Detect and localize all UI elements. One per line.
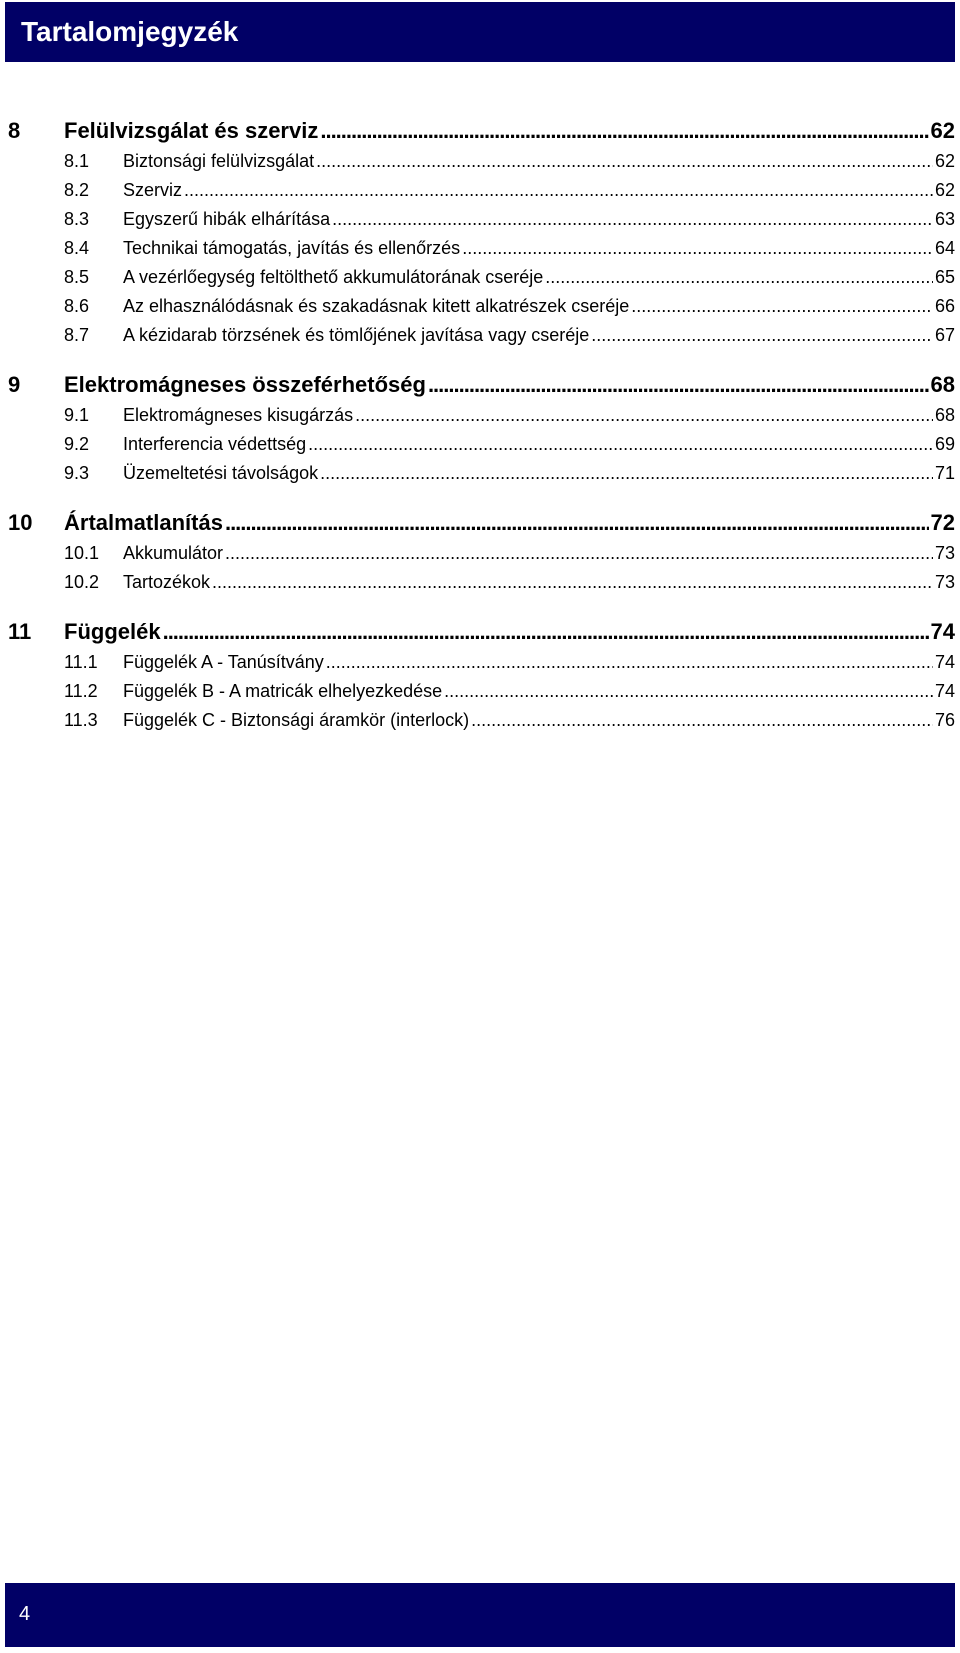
toc-section[interactable] <box>8 267 955 297</box>
page-title: Tartalomjegyzék <box>21 16 239 47</box>
toc-section[interactable] <box>8 180 955 210</box>
toc-number: 8.6 <box>64 296 90 316</box>
toc-number: 8.7 <box>64 325 90 345</box>
toc-title: Az elhasználódásnak és szakadásnak kitett alkatrészek cseréje <box>123 296 630 316</box>
toc-leader <box>225 510 929 536</box>
toc-page: 74 <box>934 652 955 672</box>
toc-page: 64 <box>934 238 955 258</box>
toc-number: 8.2 <box>64 180 90 200</box>
toc-page: 69 <box>934 434 955 454</box>
toc-section[interactable] <box>8 151 955 181</box>
toc-title: Biztonsági felülvizsgálat <box>123 151 315 171</box>
toc-title: Akkumulátor <box>123 543 224 563</box>
toc-section[interactable] <box>8 238 955 268</box>
toc-page: 74 <box>930 619 955 644</box>
toc-section[interactable] <box>8 652 955 682</box>
toc-section[interactable] <box>8 209 955 239</box>
toc-page: 68 <box>934 405 955 425</box>
toc-page: 63 <box>934 209 955 229</box>
toc-section[interactable] <box>8 681 955 711</box>
toc-title: Elektromágneses összeférhetőség <box>64 372 426 397</box>
toc-page: 67 <box>934 325 955 345</box>
toc-page: 71 <box>934 463 955 483</box>
toc-title: Ártalmatlanítás <box>64 510 223 535</box>
toc-number: 10.1 <box>64 543 100 563</box>
toc-number: 9 <box>8 372 21 397</box>
toc-title: Szerviz <box>123 180 183 200</box>
toc-page: 73 <box>934 572 955 592</box>
toc-number: 8 <box>8 118 21 143</box>
toc-leader <box>316 151 933 172</box>
toc-leader <box>471 710 933 731</box>
toc-leader <box>462 238 933 259</box>
toc-number: 8.1 <box>64 151 90 171</box>
toc-title: Technikai támogatás, javítás és ellenőrzés <box>123 238 461 258</box>
toc-leader <box>184 180 933 201</box>
toc-chapter[interactable] <box>8 510 955 540</box>
toc-chapter[interactable] <box>8 619 955 649</box>
toc-page: 66 <box>934 296 955 316</box>
toc-leader <box>631 296 933 317</box>
toc-section[interactable] <box>8 434 955 464</box>
toc-page: 68 <box>930 372 955 397</box>
toc-page: 74 <box>934 681 955 701</box>
toc-number: 10.2 <box>64 572 100 592</box>
toc-leader <box>308 434 933 455</box>
toc-section[interactable] <box>8 572 955 602</box>
toc-number: 10 <box>8 510 33 535</box>
toc-number: 11.2 <box>64 681 98 701</box>
toc-title: Függelék B - A matricák elhelyezkedése <box>123 681 443 701</box>
toc-leader <box>320 118 928 144</box>
footer-bar <box>5 1583 955 1647</box>
toc-section[interactable] <box>8 543 955 573</box>
toc-leader <box>320 463 933 484</box>
toc-title: Üzemeltetési távolságok <box>123 463 319 483</box>
toc-number: 9.2 <box>64 434 90 454</box>
toc-title: Elektromágneses kisugárzás <box>123 405 354 425</box>
toc-leader <box>212 572 933 593</box>
toc-leader <box>591 325 933 346</box>
toc-title: Tartozékok <box>123 572 211 592</box>
toc-title: Függelék <box>64 619 161 644</box>
toc-chapter[interactable] <box>8 118 955 148</box>
toc-section[interactable] <box>8 710 955 740</box>
toc-number: 11.1 <box>64 652 98 672</box>
toc-number: 9.1 <box>64 405 90 425</box>
toc-page: 62 <box>930 118 955 143</box>
toc-page: 62 <box>934 151 955 171</box>
toc-chapter[interactable] <box>8 372 955 402</box>
toc-page: 62 <box>934 180 955 200</box>
toc-leader <box>444 681 933 702</box>
header-bar <box>5 2 955 62</box>
toc-number: 8.4 <box>64 238 90 258</box>
toc-title: Függelék C - Biztonsági áramkör (interlock) <box>123 710 470 730</box>
toc-number: 8.3 <box>64 209 90 229</box>
toc-number: 9.3 <box>64 463 90 483</box>
toc-page: 76 <box>934 710 955 730</box>
toc-title: A vezérlőegység feltölthető akkumulátorának cseréje <box>123 267 544 287</box>
toc-leader <box>225 543 933 564</box>
page-number: 4 <box>19 1603 31 1625</box>
toc-section[interactable] <box>8 405 955 435</box>
toc-title: Felülvizsgálat és szerviz <box>64 118 319 143</box>
toc-number: 11.3 <box>64 710 98 730</box>
toc-page: 73 <box>934 543 955 563</box>
toc-leader <box>428 372 929 398</box>
toc-title: A kézidarab törzsének és tömlőjének javítása vagy cseréje <box>123 325 590 345</box>
toc-section[interactable] <box>8 296 955 326</box>
toc-section[interactable] <box>8 463 955 493</box>
toc-leader <box>545 267 933 288</box>
toc-section[interactable] <box>8 325 955 355</box>
toc-title: Függelék A - Tanúsítvány <box>123 652 324 672</box>
toc-leader <box>355 405 933 426</box>
toc-leader <box>332 209 933 230</box>
toc-number: 8.5 <box>64 267 90 287</box>
toc-title: Egyszerű hibák elhárítása <box>123 209 331 229</box>
toc-number: 11 <box>8 619 32 644</box>
toc-page: 65 <box>934 267 955 287</box>
toc-title: Interferencia védettség <box>123 434 307 454</box>
toc-leader <box>163 619 929 645</box>
toc-leader <box>326 652 933 673</box>
toc-page: 72 <box>930 510 955 535</box>
